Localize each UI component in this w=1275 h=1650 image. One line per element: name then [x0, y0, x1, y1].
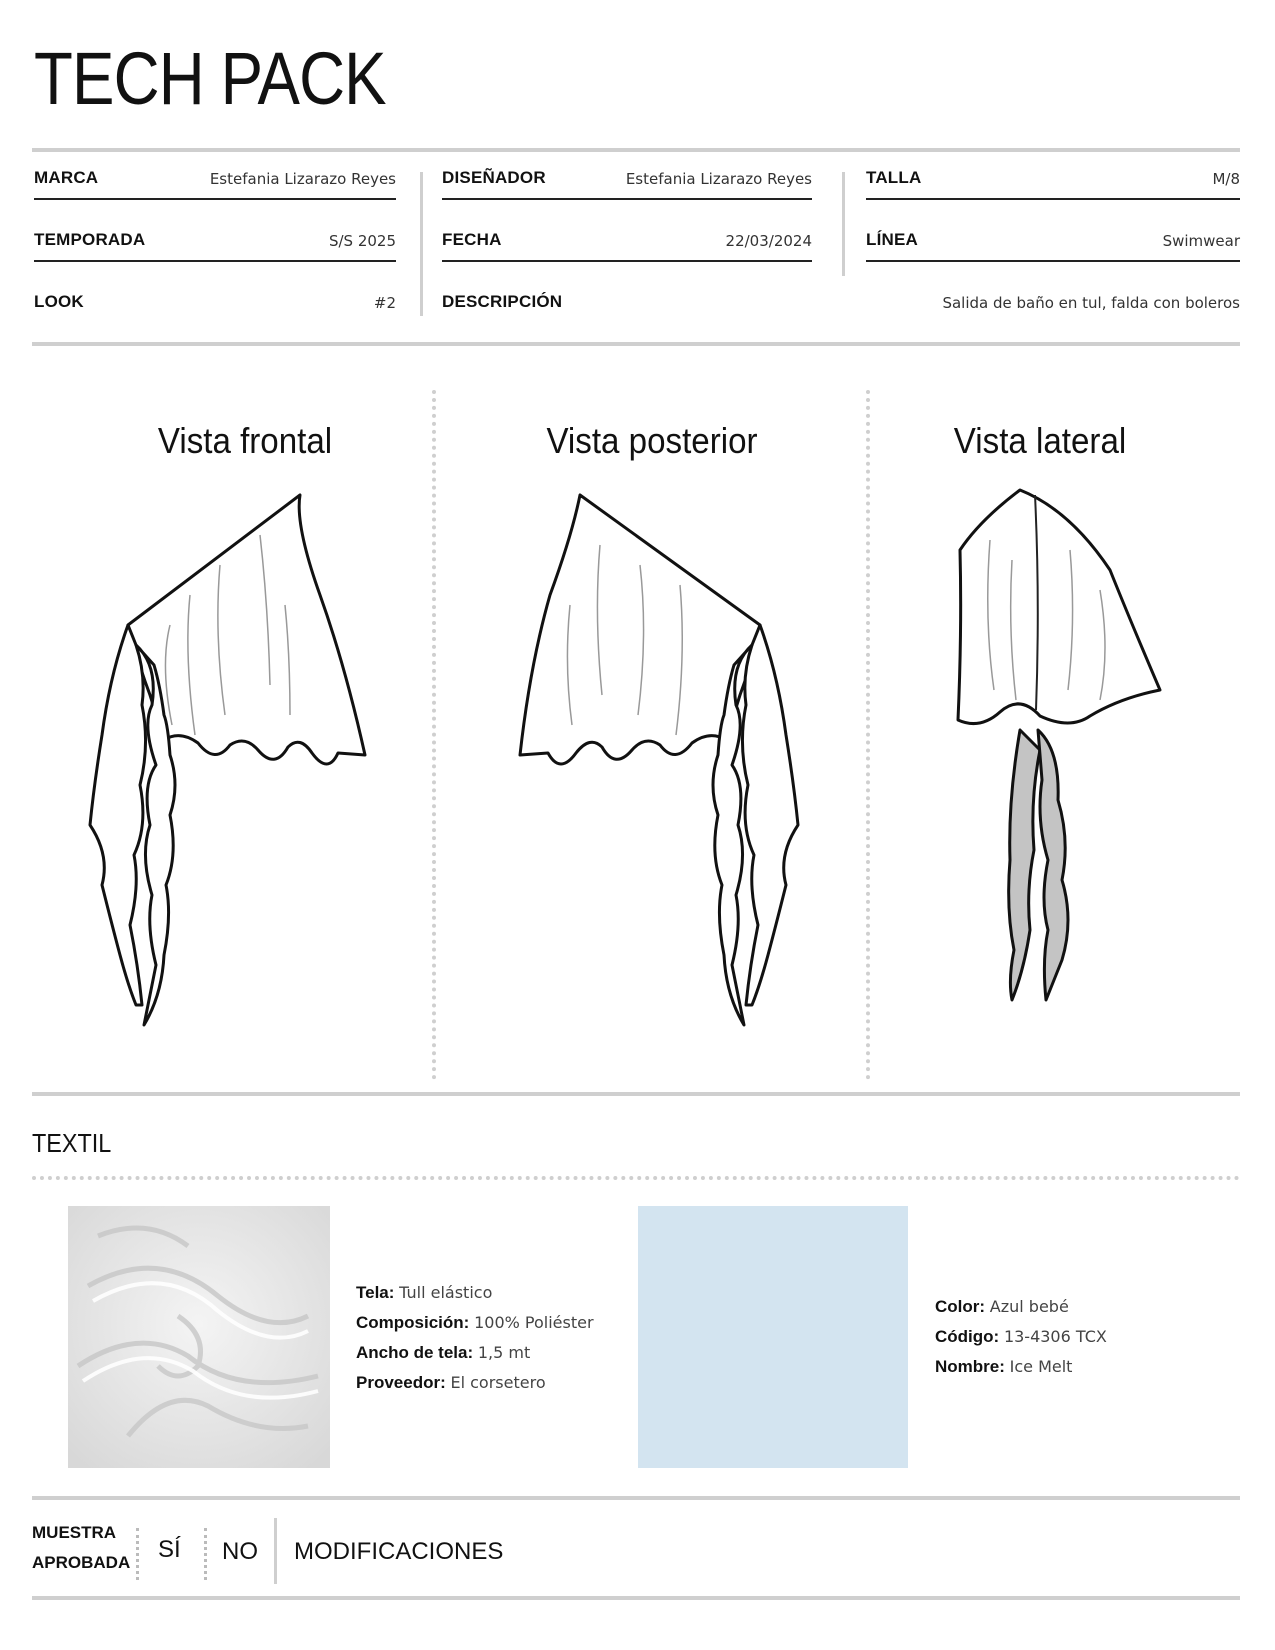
info-row-fecha	[442, 230, 812, 262]
side-view-sketch	[950, 480, 1180, 1040]
view-title-back: Vista posterior	[546, 420, 758, 461]
spec-color: Color: Azul bebé	[935, 1297, 1069, 1316]
label-marca: MARCA	[34, 168, 99, 187]
view-separator	[866, 390, 870, 1080]
info-row-marca	[34, 168, 396, 200]
spec-proveedor: Proveedor: El corsetero	[356, 1373, 546, 1392]
value-talla: M/8	[1212, 170, 1240, 188]
label-fecha: FECHA	[442, 230, 502, 249]
spec-composicion: Composición: 100% Poliéster	[356, 1313, 594, 1332]
value-temporada: S/S 2025	[328, 232, 396, 250]
approval-bottom-rule	[32, 1596, 1240, 1600]
label-linea: LÍNEA	[866, 230, 918, 249]
value-marca: Estefania Lizarazo Reyes	[209, 170, 396, 188]
label-look: LOOK	[34, 292, 84, 311]
value-fecha: 22/03/2024	[725, 232, 812, 250]
header-top-rule	[32, 148, 1240, 152]
textil-section-title: TEXTIL	[32, 1128, 112, 1158]
textil-dotted-rule	[32, 1176, 1240, 1180]
info-row-linea	[866, 230, 1240, 262]
approval-separator	[136, 1528, 139, 1580]
view-separator	[432, 390, 436, 1080]
si-option[interactable]: SÍ	[158, 1536, 181, 1563]
color-swatch	[638, 1206, 908, 1468]
spec-nombre: Nombre: Ice Melt	[935, 1357, 1073, 1376]
spec-codigo: Código: 13-4306 TCX	[935, 1327, 1107, 1346]
view-title-side: Vista lateral	[953, 420, 1127, 461]
label-talla: TALLA	[866, 168, 922, 187]
info-row-temporada	[34, 230, 396, 262]
approval-top-rule	[32, 1496, 1240, 1500]
label-disenador: DISEÑADOR	[442, 168, 546, 187]
page-title: TECH PACK	[34, 37, 386, 120]
fabric-photo	[68, 1206, 330, 1468]
info-row-look	[34, 292, 396, 322]
modificaciones-label: MODIFICACIONES	[294, 1538, 504, 1565]
muestra-aprobada-label: MUESTRA APROBADA	[32, 1523, 131, 1572]
approval-separator	[204, 1528, 207, 1580]
color-specs	[935, 1292, 1107, 1382]
approval-separator	[274, 1518, 277, 1584]
no-option[interactable]: NO	[222, 1538, 258, 1565]
front-view-sketch	[80, 485, 380, 1045]
info-row-talla	[866, 168, 1240, 200]
info-row-disenador	[442, 168, 812, 200]
label-temporada: TEMPORADA	[34, 230, 146, 249]
info-row-descripcion	[442, 292, 1240, 322]
spec-tela: Tela: Tull elástico	[356, 1283, 493, 1302]
view-title-front: Vista frontal	[157, 420, 333, 461]
label-descripcion: DESCRIPCIÓN	[442, 292, 563, 311]
column-separator	[842, 172, 845, 276]
value-descripcion: Salida de baño en tul, falda con boleros	[942, 294, 1240, 312]
section-rule	[32, 1092, 1240, 1096]
spec-ancho: Ancho de tela: 1,5 mt	[356, 1343, 531, 1362]
fabric-specs	[356, 1278, 594, 1398]
value-disenador: Estefania Lizarazo Reyes	[625, 170, 812, 188]
back-view-sketch	[510, 485, 810, 1045]
value-linea: Swimwear	[1162, 232, 1240, 250]
header-bottom-rule	[32, 342, 1240, 346]
value-look: #2	[373, 294, 396, 312]
column-separator	[420, 172, 423, 316]
